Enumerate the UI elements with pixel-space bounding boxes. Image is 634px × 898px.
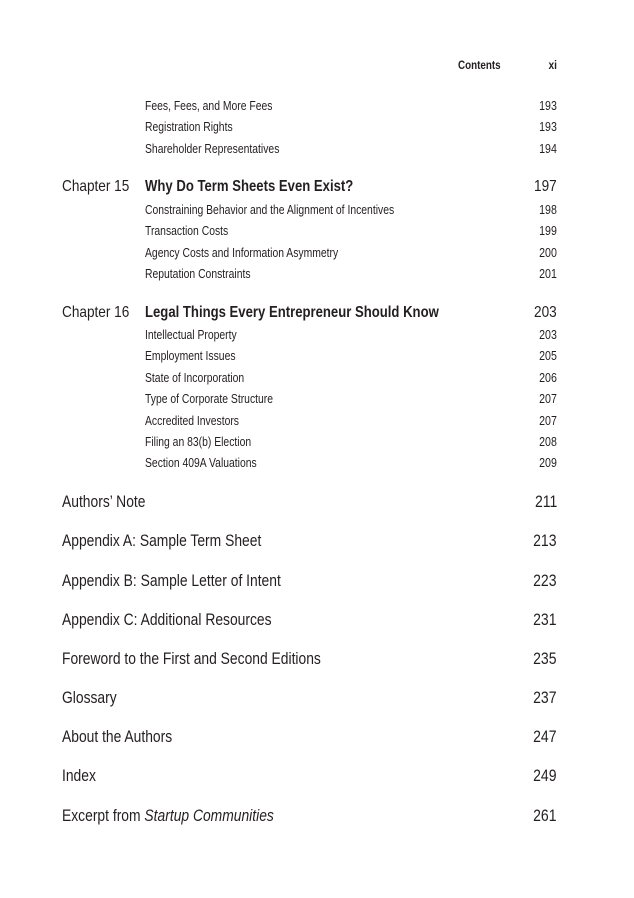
toc-page-number: 237	[533, 689, 557, 707]
toc-section-entry[interactable]	[0, 326, 634, 344]
toc-backmatter-title-group	[62, 805, 274, 827]
toc-page-number: 206	[539, 371, 557, 385]
toc-backmatter-entry[interactable]	[0, 530, 634, 552]
toc-section-entry[interactable]	[0, 390, 634, 408]
toc-backmatter-entry[interactable]	[0, 765, 634, 787]
toc-section-title: Filing an 83(b) Election	[145, 435, 252, 449]
toc-backmatter-title: Authors’ Note	[62, 493, 146, 511]
toc-page-number: 193	[539, 120, 557, 134]
toc-page-number: 194	[539, 142, 557, 156]
toc-backmatter-title: Foreword to the First and Second Editions	[62, 650, 321, 668]
toc-section-title: Fees, Fees, and More Fees	[145, 99, 273, 113]
toc-section-title: State of Incorporation	[145, 371, 245, 385]
toc-section-title: Intellectual Property	[145, 328, 237, 342]
running-header-page-number: xi	[548, 58, 557, 72]
toc-section-entry[interactable]	[0, 412, 634, 430]
toc-page-number: 200	[539, 246, 557, 260]
toc-page-number: 249	[533, 767, 557, 785]
toc-section-entry[interactable]	[0, 97, 634, 115]
toc-chapter-entry[interactable]	[0, 302, 634, 324]
toc-chapter-number: Chapter 15	[62, 178, 130, 195]
toc-backmatter-title: Appendix A: Sample Term Sheet	[62, 532, 262, 550]
toc-page-number: 203	[534, 304, 557, 321]
toc-page-number: 231	[533, 611, 557, 629]
toc-page-number: 207	[539, 392, 557, 406]
toc-section-title: Shareholder Representatives	[145, 142, 280, 156]
toc-backmatter-italic-title: Startup Communities	[144, 807, 274, 825]
toc-section-title: Constraining Behavior and the Alignment of Incentives	[145, 203, 395, 217]
toc-section-entry[interactable]	[0, 369, 634, 387]
toc-page-number: 207	[539, 414, 557, 428]
toc-section-title: Reputation Constraints	[145, 267, 251, 281]
toc-section-title: Transaction Costs	[145, 224, 229, 238]
toc-chapter-title: Why Do Term Sheets Even Exist?	[145, 178, 354, 195]
toc-backmatter-title: Glossary	[62, 689, 117, 707]
toc-section-entry[interactable]	[0, 140, 634, 158]
toc-page-number: 213	[533, 532, 557, 550]
toc-backmatter-title: Appendix C: Additional Resources	[62, 611, 272, 629]
toc-section-entry[interactable]	[0, 265, 634, 283]
toc-backmatter-title: Excerpt from	[62, 807, 141, 825]
toc-section-entry[interactable]	[0, 201, 634, 219]
toc-section-title: Accredited Investors	[145, 414, 239, 428]
toc-section-title: Type of Corporate Structure	[145, 392, 274, 406]
toc-section-title: Section 409A Valuations	[145, 456, 257, 470]
toc-backmatter-entry[interactable]	[0, 648, 634, 670]
toc-page-number: 203	[539, 328, 557, 342]
toc-backmatter-entry[interactable]	[0, 726, 634, 748]
toc-section-entry[interactable]	[0, 118, 634, 136]
running-header	[0, 58, 634, 74]
toc-page-number: 197	[534, 178, 557, 195]
toc-chapter-title: Legal Things Every Entrepreneur Should Know	[145, 304, 439, 321]
toc-page-number: 209	[539, 456, 557, 470]
toc-page-number: 261	[533, 807, 557, 825]
running-header-title: Contents	[458, 58, 501, 72]
toc-backmatter-entry[interactable]	[0, 687, 634, 709]
toc-section-entry[interactable]	[0, 244, 634, 262]
toc-backmatter-entry[interactable]	[0, 570, 634, 592]
toc-page-number: 205	[539, 349, 557, 363]
toc-section-entry[interactable]	[0, 347, 634, 365]
toc-backmatter-title: Index	[62, 767, 96, 785]
toc-backmatter-entry[interactable]	[0, 609, 634, 631]
toc-backmatter-entry[interactable]	[0, 805, 634, 827]
toc-chapter-number: Chapter 16	[62, 304, 130, 321]
toc-page-number: 247	[533, 728, 557, 746]
toc-chapter-entry[interactable]	[0, 176, 634, 198]
toc-section-title: Agency Costs and Information Asymmetry	[145, 246, 339, 260]
toc-page-number: 208	[539, 435, 557, 449]
toc-page-number: 199	[539, 224, 557, 238]
toc-backmatter-title: Appendix B: Sample Letter of Intent	[62, 572, 281, 590]
toc-page-number: 198	[539, 203, 557, 217]
toc-backmatter-entry[interactable]	[0, 491, 634, 513]
toc-section-title: Registration Rights	[145, 120, 233, 134]
toc-page-number: 223	[533, 572, 557, 590]
toc-backmatter-title: About the Authors	[62, 728, 173, 746]
toc-section-entry[interactable]	[0, 454, 634, 472]
toc-page-number: 201	[539, 267, 557, 281]
toc-page-number: 211	[534, 493, 557, 511]
toc-section-entry[interactable]	[0, 222, 634, 240]
toc-section-entry[interactable]	[0, 433, 634, 451]
toc-page-number: 193	[539, 99, 557, 113]
toc-section-title: Employment Issues	[145, 349, 236, 363]
toc-page-number: 235	[533, 650, 557, 668]
